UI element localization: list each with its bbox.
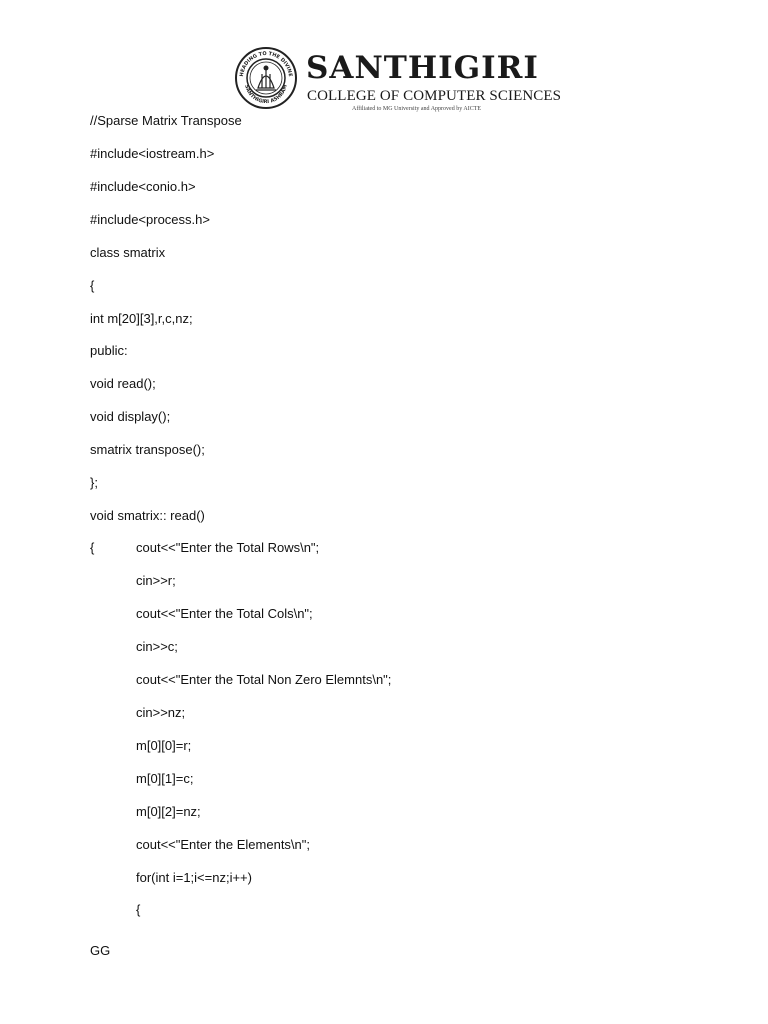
code-line: m[0][2]=nz; xyxy=(136,804,201,819)
code-line: cin>>nz; xyxy=(136,705,186,720)
code-line: smatrix transpose(); xyxy=(90,442,205,457)
code-line: cout<<"Enter the Total Non Zero Elemnts\n"; xyxy=(136,672,392,687)
code-line: void smatrix:: read() xyxy=(90,508,205,523)
code-line: #include<iostream.h> xyxy=(90,146,215,161)
code-line: { xyxy=(90,278,95,293)
code-line: cin>>c; xyxy=(136,639,178,654)
svg-text:SANTHIGIRI ASHRAM: SANTHIGIRI ASHRAM xyxy=(243,84,289,106)
code-line: cout<<"Enter the Total Rows\n"; xyxy=(136,540,320,555)
college-header xyxy=(234,44,562,120)
code-line: int m[20][3],r,c,nz; xyxy=(90,311,193,326)
code-line: for(int i=1;i<=nz;i++) xyxy=(136,870,252,885)
code-line: cout<<"Enter the Elements\n"; xyxy=(136,837,310,852)
institution-subtitle: COLLEGE OF COMPUTER SCIENCES xyxy=(307,88,562,104)
code-line: m[0][1]=c; xyxy=(136,771,194,786)
code-line: //Sparse Matrix Transpose xyxy=(90,113,242,128)
code-line: #include<process.h> xyxy=(90,212,210,227)
code-line: void read(); xyxy=(90,376,156,391)
code-line: cin>>r; xyxy=(136,573,176,588)
svg-text:HEADING TO THE DIVINE: HEADING TO THE DIVINE xyxy=(238,50,293,78)
institution-name: SANTHIGIRI xyxy=(306,50,539,86)
code-line: #include<conio.h> xyxy=(90,179,196,194)
code-line: public: xyxy=(90,343,128,358)
code-line: { xyxy=(136,902,141,917)
code-line: class smatrix xyxy=(90,245,166,260)
code-open-brace: { xyxy=(90,540,95,555)
college-seal-icon xyxy=(234,44,298,112)
code-line: void display(); xyxy=(90,409,171,424)
affiliation-note: Affiliated to MG University and Approved by AICTE xyxy=(352,106,482,112)
code-line: cout<<"Enter the Total Cols\n"; xyxy=(136,606,313,621)
page-footer: GG xyxy=(90,943,111,958)
code-line: m[0][0]=r; xyxy=(136,738,192,753)
code-line: }; xyxy=(90,475,98,490)
